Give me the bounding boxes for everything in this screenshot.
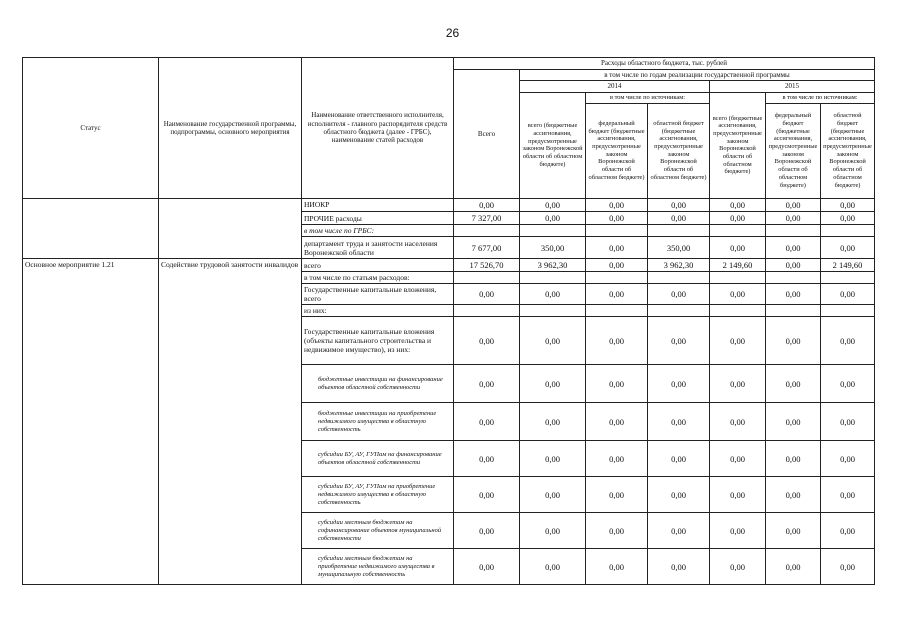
table-cell-value: 0,00 (710, 237, 766, 259)
row-label: субсидии БУ, АУ, ГУПам на финансирование объектов областной собственности (302, 441, 454, 477)
table-cell-value: 0,00 (454, 477, 520, 513)
row-label: субсидии местным бюджетам на софинансирование объектов муниципальной собственности (302, 513, 454, 549)
row-label: бюджетные инвестиции на приобретение недвижимого имущества в областную собственность (302, 403, 454, 441)
table-cell-value: 0,00 (454, 441, 520, 477)
table-cell-value: 0,00 (766, 198, 821, 211)
table-cell-value: 0,00 (648, 477, 710, 513)
measure-name: Содействие трудовой занятости инвалидов (159, 259, 302, 585)
table-cell-value: 0,00 (586, 259, 648, 272)
table-row (23, 259, 875, 272)
table-cell-value: 0,00 (648, 365, 710, 403)
table-cell-value: 0,00 (710, 284, 766, 305)
table-cell-value: 0,00 (710, 198, 766, 211)
table-cell-value: 0,00 (454, 317, 520, 365)
table-cell-value: 0,00 (821, 237, 875, 259)
measure-status: Основное мероприятие 1.21 (23, 259, 159, 585)
header-2015-total: всего (бюджетные ассигнования, предусмотренные законом Воронежской области об областном бюджете) (710, 92, 766, 198)
table-cell-value: 0,00 (586, 549, 648, 585)
table-cell-value: 0,00 (648, 513, 710, 549)
table-cell-value: 0,00 (520, 284, 586, 305)
table-cell-value: 0,00 (586, 198, 648, 211)
table-cell-value: 0,00 (766, 477, 821, 513)
table-cell-value: 0,00 (520, 477, 586, 513)
table-cell-value: 0,00 (821, 477, 875, 513)
table-cell-value: 0,00 (454, 513, 520, 549)
table-cell-value: 0,00 (648, 441, 710, 477)
table-cell-value: 17 526,70 (454, 259, 520, 272)
row-label: субсидии БУ, АУ, ГУПам на приобретение недвижимого имущества в областную собственность (302, 477, 454, 513)
table-cell-value: 0,00 (520, 365, 586, 403)
table-cell-value: 0,00 (821, 317, 875, 365)
header-2014-federal: федеральный бюджет (бюджетные ассигнования, предусмотренные законом Воронежской области об областном бюджете) (586, 103, 648, 198)
table-cell-value: 0,00 (710, 403, 766, 441)
table-cell-value: 350,00 (520, 237, 586, 259)
header-2015-by-sources: в том числе по источникам: (766, 92, 875, 103)
table-cell-value: 350,00 (648, 237, 710, 259)
budget-table (22, 57, 875, 585)
table-cell-value: 0,00 (648, 403, 710, 441)
table-cell-value: 0,00 (821, 284, 875, 305)
table-cell-value: 0,00 (586, 365, 648, 403)
table-cell-value: 0,00 (586, 477, 648, 513)
table-cell-value: 0,00 (766, 549, 821, 585)
table-cell-value: 0,00 (710, 477, 766, 513)
table-cell-value: 0,00 (766, 284, 821, 305)
header-year-2015: 2015 (710, 81, 875, 92)
page-number: 26 (445, 26, 460, 40)
table-cell-value: 7 677,00 (454, 237, 520, 259)
row-label: НИОКР (302, 198, 454, 211)
row-label: Государственные капитальные вложения, всего (302, 284, 454, 305)
row-label: бюджетные инвестиции на финансирование объектов областной собственности (302, 365, 454, 403)
header-program-name: Наименование государственной программы, подпрограммы, основного мероприятия (159, 58, 302, 199)
table-cell-value: 0,00 (821, 403, 875, 441)
header-status: Статус (23, 58, 159, 199)
header-2014-total: всего (бюджетные ассигнования, предусмотренные законом Воронежской области об областном бюджете) (520, 92, 586, 198)
table-cell-value: 0,00 (766, 317, 821, 365)
table-cell-value: 0,00 (821, 513, 875, 549)
header-by-years: в том числе по годам реализации государственной программы (520, 70, 875, 81)
table-cell-value: 0,00 (710, 365, 766, 403)
table-cell-value: 0,00 (454, 365, 520, 403)
table-cell-value: 0,00 (766, 513, 821, 549)
table-cell-value: 0,00 (710, 211, 766, 224)
table-cell-value: 3 962,30 (520, 259, 586, 272)
table-cell-value: 0,00 (766, 259, 821, 272)
table-cell-value: 7 327,00 (454, 211, 520, 224)
table-cell-value: 0,00 (766, 211, 821, 224)
table-cell-value: 0,00 (821, 211, 875, 224)
table-cell-value: 0,00 (766, 403, 821, 441)
table-cell-value: 0,00 (520, 198, 586, 211)
table-cell-value: 0,00 (520, 403, 586, 441)
table-cell-value: 0,00 (710, 317, 766, 365)
table-cell-value: 0,00 (586, 513, 648, 549)
table-cell-value: 0,00 (586, 284, 648, 305)
table-cell-value: 0,00 (520, 513, 586, 549)
table-cell-value: 0,00 (766, 441, 821, 477)
table-cell-value: 0,00 (648, 317, 710, 365)
header-total: Всего (454, 70, 520, 199)
row-label: всего (302, 259, 454, 272)
table-cell-value: 0,00 (586, 403, 648, 441)
table-cell-value: 0,00 (648, 284, 710, 305)
table-cell-value: 0,00 (710, 549, 766, 585)
table-cell-value: 0,00 (454, 284, 520, 305)
table-cell-value: 0,00 (454, 549, 520, 585)
table-cell-value: 0,00 (710, 513, 766, 549)
table-cell-value: 0,00 (520, 317, 586, 365)
table-cell-value: 0,00 (586, 237, 648, 259)
table-cell-value: 0,00 (520, 549, 586, 585)
table-cell-value: 0,00 (586, 441, 648, 477)
table-cell-value: 0,00 (821, 549, 875, 585)
row-label: ПРОЧИЕ расходы (302, 211, 454, 224)
table-cell-value: 0,00 (766, 365, 821, 403)
row-label: департамент труда и занятости населения Воронежской области (302, 237, 454, 259)
table-cell-value: 0,00 (586, 211, 648, 224)
table-cell-value: 0,00 (454, 198, 520, 211)
table-cell-value: 0,00 (454, 403, 520, 441)
table-cell-value: 2 149,60 (821, 259, 875, 272)
table-cell-value: 0,00 (586, 317, 648, 365)
table-cell-value: 0,00 (710, 441, 766, 477)
header-year-2014: 2014 (520, 81, 710, 92)
table-cell-value: 2 149,60 (710, 259, 766, 272)
row-label: Государственные капитальные вложения (объекты капитального строительства и недвижимое имущество), из них: (302, 317, 454, 365)
table-row (23, 198, 875, 211)
row-label: в том числе по статьям расходов: (302, 272, 454, 284)
table-cell-value: 0,00 (520, 211, 586, 224)
table-cell-value: 0,00 (648, 211, 710, 224)
table-cell-value: 3 962,30 (648, 259, 710, 272)
header-2015-federal: федеральный бюджет (бюджетные ассигнования, предусмотренные законом Воронежской области об областном бюджете) (766, 103, 821, 198)
table-cell-value: 0,00 (648, 198, 710, 211)
header-expenses-title: Расходы областного бюджета, тыс. рублей (454, 58, 875, 70)
table-cell-value: 0,00 (821, 365, 875, 403)
header-2015-regional: областной бюджет (бюджетные ассигнования, предусмотренные законом Воронежской области об областном бюджете) (821, 103, 875, 198)
row-label: в том числе по ГРБС: (302, 225, 454, 237)
table-cell-value: 0,00 (821, 198, 875, 211)
row-label: субсидии местным бюджетам на приобретение недвижимого имущества в муниципальную собственность (302, 549, 454, 585)
header-2014-by-sources: в том числе по источникам: (586, 92, 710, 103)
table-cell-value: 0,00 (766, 237, 821, 259)
header-2014-regional: областной бюджет (бюджетные ассигнования, предусмотренные законом Воронежской области об областном бюджете) (648, 103, 710, 198)
table-cell-value: 0,00 (821, 441, 875, 477)
row-label: из них: (302, 305, 454, 317)
table-cell-value: 0,00 (648, 549, 710, 585)
header-executor: Наименование ответственного исполнителя, исполнителя - главного распорядителя средств областного бюджета (далее - ГРБС), наименование статей расходов (302, 58, 454, 199)
table-cell-value: 0,00 (520, 441, 586, 477)
